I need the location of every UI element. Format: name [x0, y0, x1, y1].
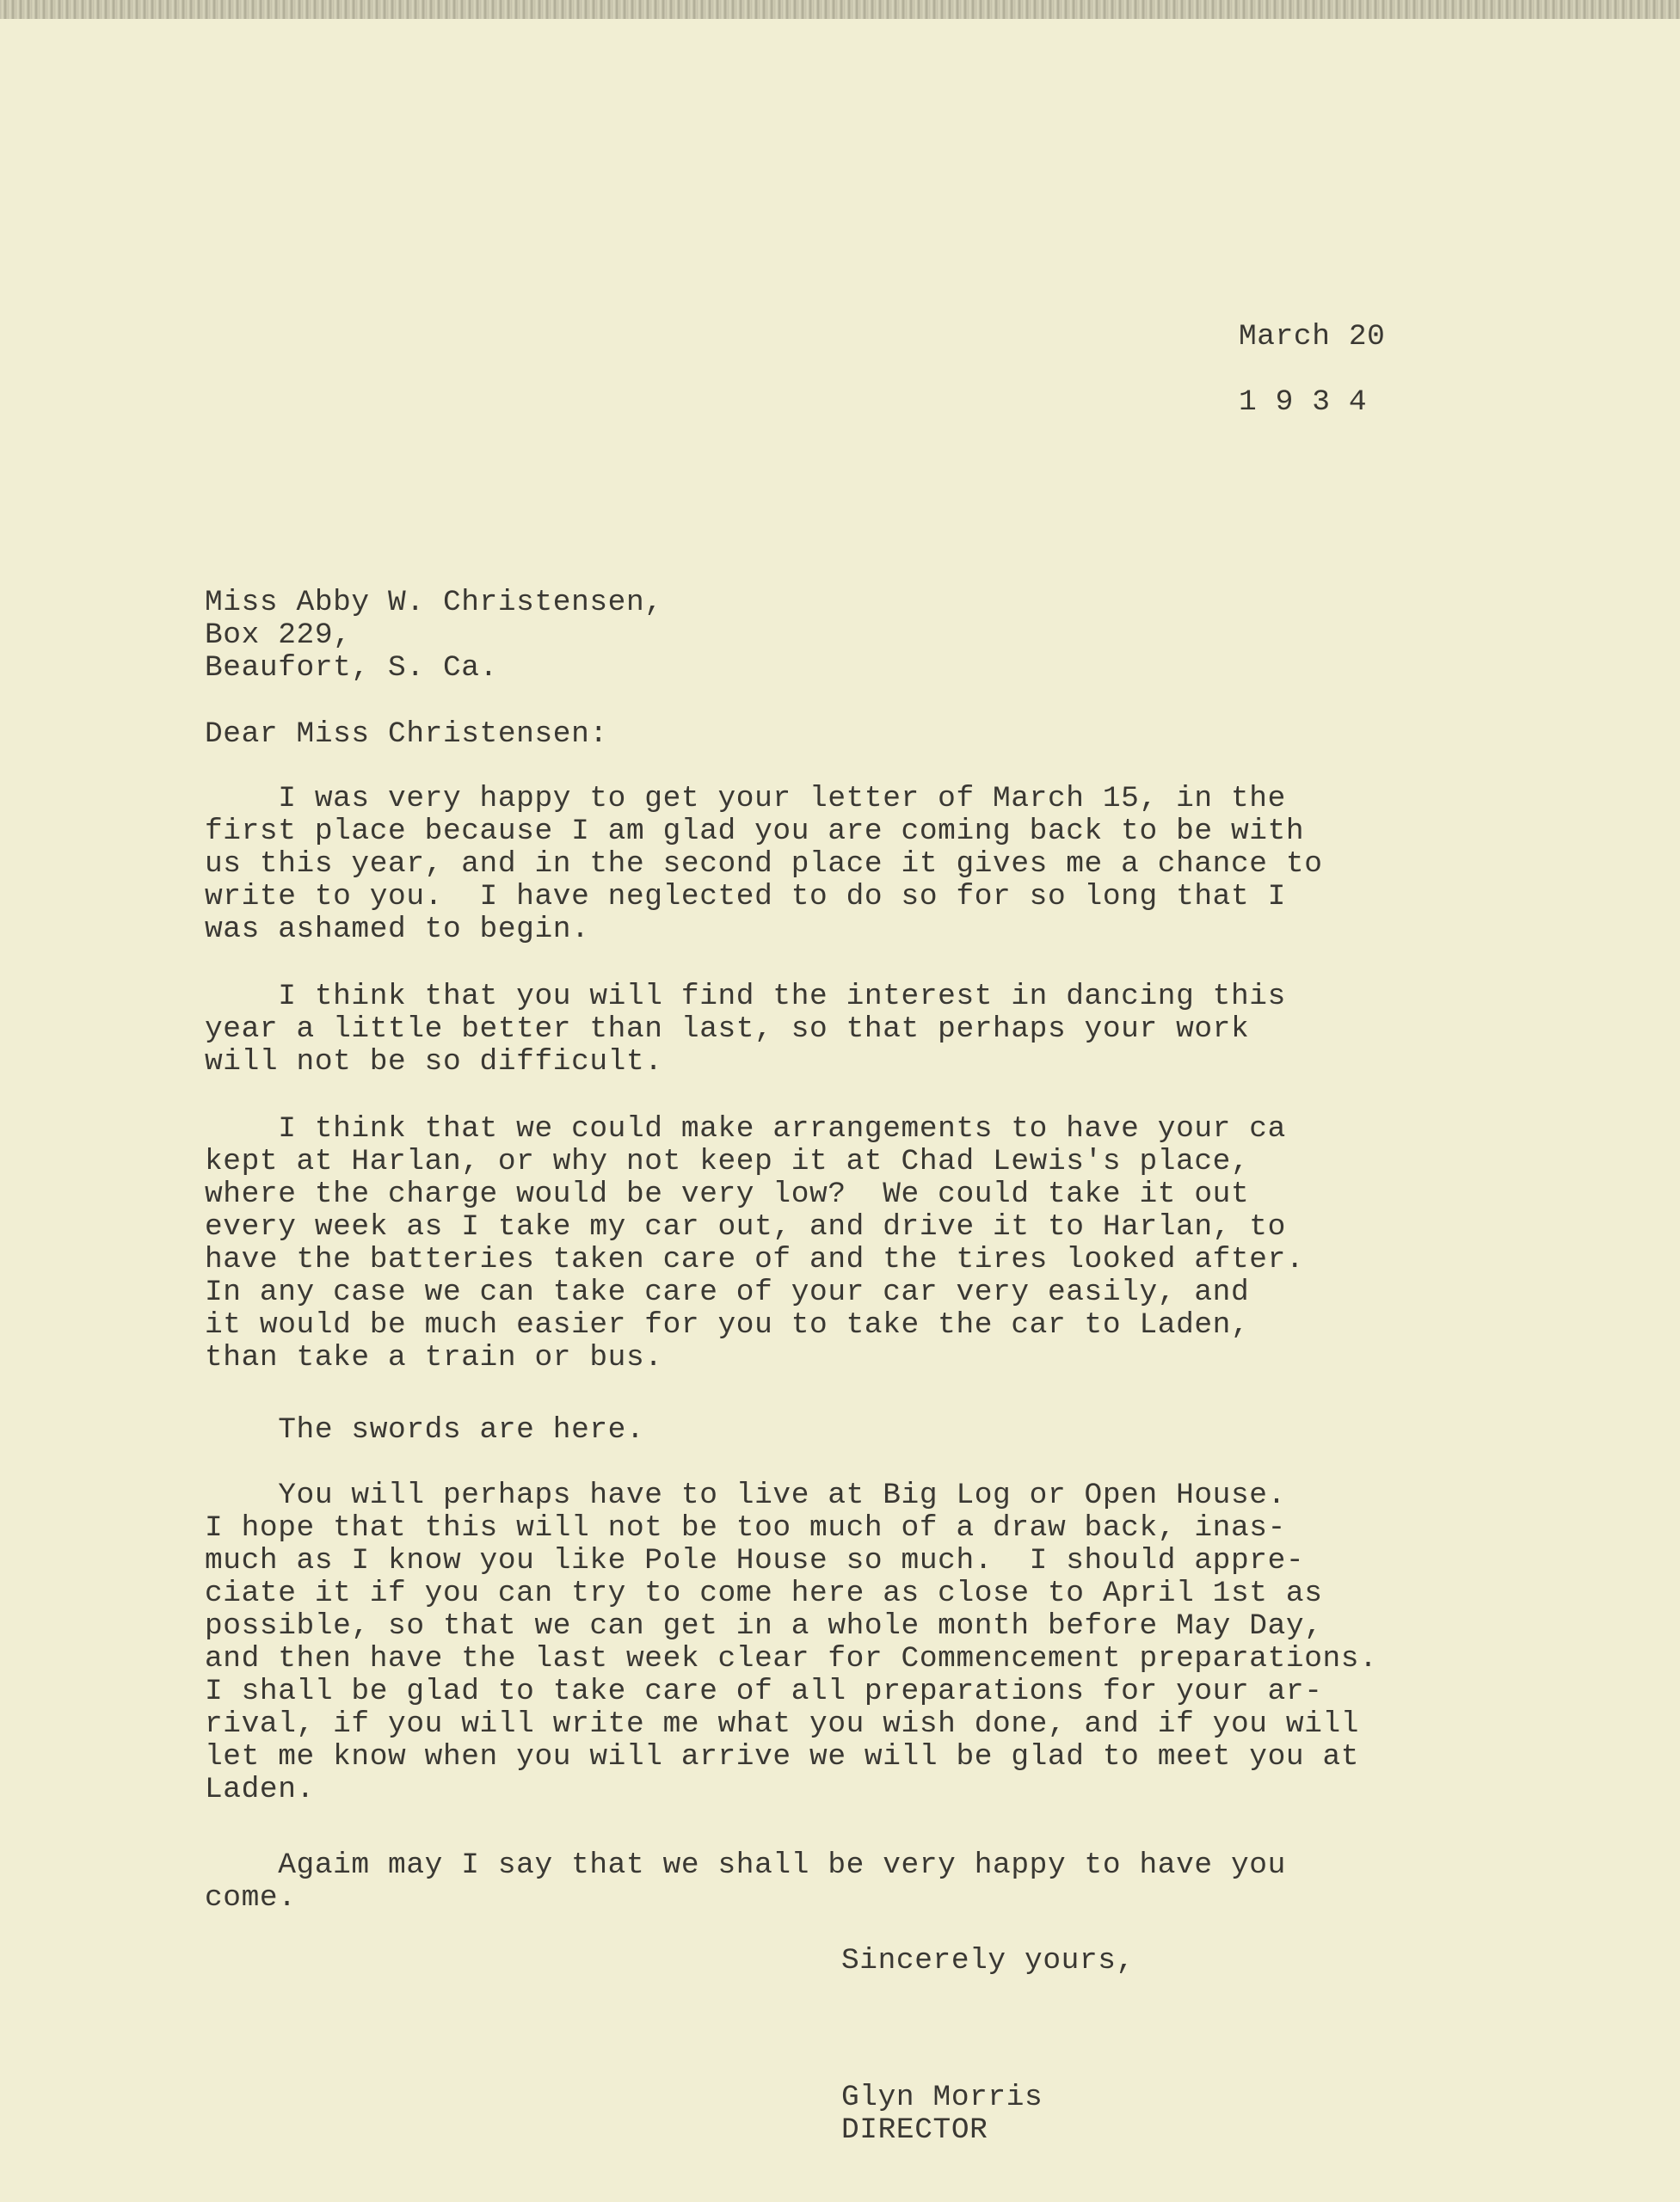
paragraph-line: write to you. I have neglected to do so for so long that I [205, 880, 1286, 913]
paragraph-line: ciate it if you can try to come here as close to April 1st as [205, 1577, 1323, 1610]
paragraph-5 [205, 1479, 1377, 1806]
paragraph-line: In any case we can take care of your car very easily, and [205, 1276, 1250, 1309]
address-line-name: Miss Abby W. Christensen, [205, 586, 663, 619]
signer-name: Glyn Morris [841, 2081, 1043, 2114]
paragraph-1 [205, 783, 1323, 946]
paragraph-line: year a little better than last, so that perhaps your work [205, 1012, 1250, 1046]
paragraph-6 [205, 1849, 1286, 1915]
paragraph-line: every week as I take my car out, and drive it to Harlan, to [205, 1210, 1286, 1244]
paragraph-line: where the charge would be very low? We could take it out [205, 1178, 1250, 1211]
paragraph-line: will not be so difficult. [205, 1045, 663, 1079]
paragraph-line: I think that we could make arrangements to have your ca [205, 1112, 1286, 1146]
closing: Sincerely yours, [841, 1944, 1135, 1977]
paper-top-edge [0, 0, 1680, 19]
paragraph-2 [205, 981, 1286, 1079]
paragraph-line: I was very happy to get your letter of March 15, in the [205, 782, 1286, 815]
paragraph-3 [205, 1113, 1304, 1375]
paragraph-line: rival, if you will write me what you wish done, and if you will [205, 1707, 1360, 1741]
paragraph-line: was ashamed to begin. [205, 913, 590, 946]
paragraph-line: and then have the last week clear for Commencement preparations. [205, 1642, 1378, 1676]
paragraph-line: much as I know you like Pole House so much. I should appre- [205, 1544, 1305, 1578]
paragraph-line: Laden. [205, 1773, 315, 1806]
paragraph-line: Agaim may I say that we shall be very happy to have you [205, 1848, 1286, 1882]
signer-title: DIRECTOR [841, 2113, 988, 2147]
paragraph-line: come. [205, 1881, 297, 1915]
paragraph-line: us this year, and in the second place it gives me a chance to [205, 847, 1323, 881]
paragraph-line: I hope that this will not be too much of a draw back, inas- [205, 1511, 1286, 1545]
address-line-box: Box 229, [205, 618, 352, 652]
letter-date-year: 1 9 3 4 [1239, 385, 1368, 419]
paragraph-4 [205, 1414, 644, 1447]
address-line-city: Beaufort, S. Ca. [205, 651, 498, 685]
paragraph-line: I shall be glad to take care of all preparations for your ar- [205, 1675, 1323, 1708]
paragraph-line: You will perhaps have to live at Big Log or Open House. [205, 1479, 1286, 1512]
paragraph-line: than take a train or bus. [205, 1341, 663, 1375]
paragraph-line: first place because I am glad you are coming back to be with [205, 815, 1305, 848]
paragraph-line: I think that you will find the interest in dancing this [205, 980, 1286, 1013]
paragraph-line: kept at Harlan, or why not keep it at Chad Lewis's place, [205, 1145, 1250, 1178]
recipient-address [205, 587, 663, 685]
signature-block [841, 2082, 1043, 2147]
salutation: Dear Miss Christensen: [205, 717, 608, 751]
paragraph-line: let me know when you will arrive we will be glad to meet you at [205, 1740, 1360, 1774]
paragraph-line: possible, so that we can get in a whole month before May Day, [205, 1609, 1323, 1643]
paragraph-line: it would be much easier for you to take the car to Laden, [205, 1308, 1250, 1342]
paragraph-line: have the batteries taken care of and the tires looked after. [205, 1243, 1305, 1276]
paragraph-line: The swords are here. [205, 1413, 645, 1447]
letter-date-month-day: March 20 [1239, 320, 1386, 354]
